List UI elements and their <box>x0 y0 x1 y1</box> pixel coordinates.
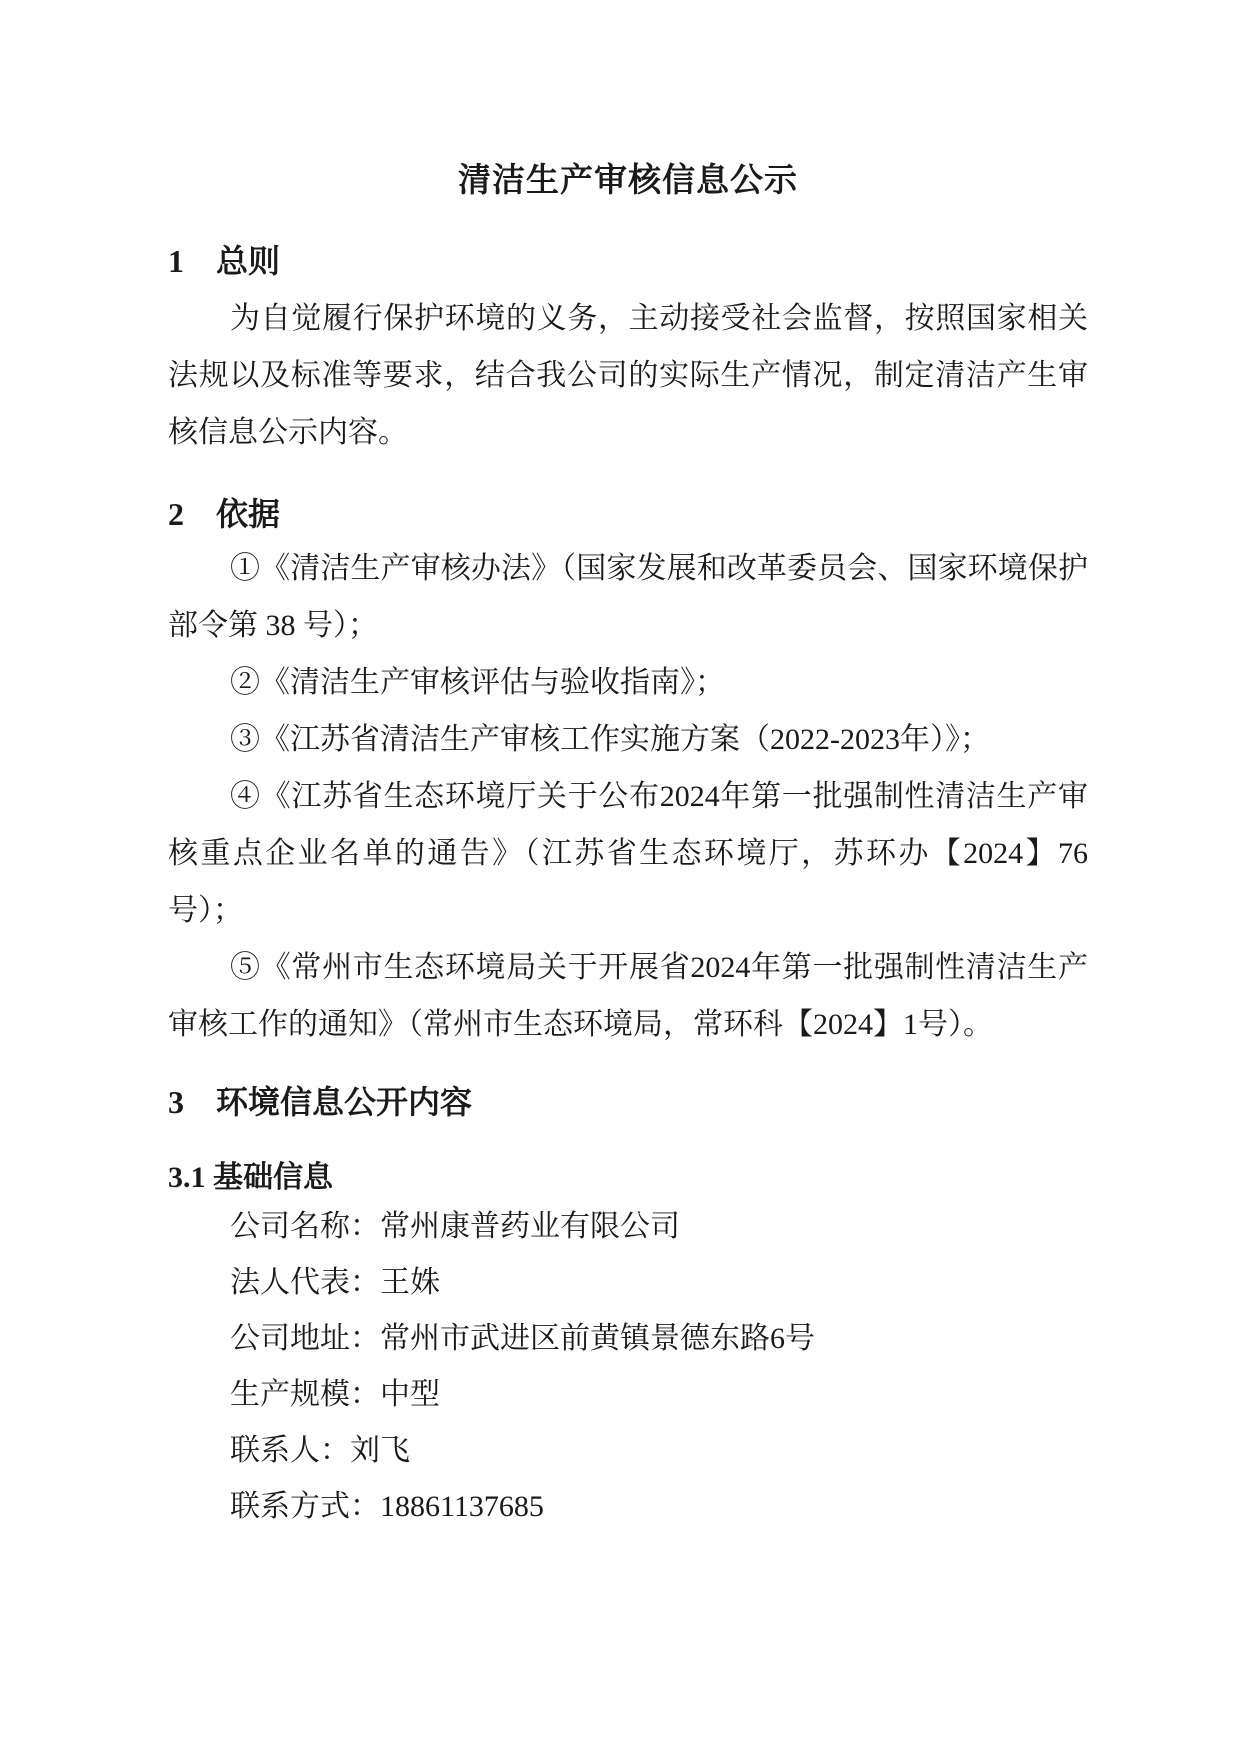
info-line-company-address: 公司地址：常州市武进区前黄镇景德东路6号 <box>230 1322 815 1355</box>
basis-item-2: ②《清洁生产审核评估与验收指南》； <box>230 666 725 699</box>
section-heading-basis: 2 依据 <box>168 496 281 532</box>
document-title: 清洁生产审核信息公示 <box>458 163 798 199</box>
basic-info-list <box>168 1199 1088 1535</box>
basis-item-4: ④《江苏省生态环境厅关于公布2024年第一批强制性清洁生产审核重点企业名单的通告》（江苏省生态环境厅，苏环办【2024】76号）； <box>168 780 1088 927</box>
info-line-contact-phone: 联系方式：18861137685 <box>230 1490 544 1523</box>
general-paragraph: 为自觉履行保护环境的义务，主动接受社会监督，按照国家相关法规以及标准等要求，结合我公司的实际生产情况，制定清洁产生审核信息公示内容。 <box>168 302 1088 449</box>
basis-item-5: ⑤《常州市生态环境局关于开展省2024年第一批强制性清洁生产审核工作的通知》（常州市生态环境局，常环科【2024】1号）。 <box>168 951 1088 1041</box>
info-line-production-scale: 生产规模：中型 <box>230 1378 440 1411</box>
section-heading-disclosure: 3 环境信息公开内容 <box>168 1084 473 1120</box>
basis-item-1: ①《清洁生产审核办法》（国家发展和改革委员会、国家环境保护部令第 38 号）； <box>168 552 1088 642</box>
basis-list <box>168 540 1088 1053</box>
info-line-legal-representative: 法人代表：王姝 <box>230 1266 440 1299</box>
subsection-heading-basic-info: 3.1 基础信息 <box>168 1161 333 1194</box>
info-line-contact-person: 联系人：刘飞 <box>230 1434 410 1467</box>
info-line-company-name: 公司名称：常州康普药业有限公司 <box>230 1210 680 1243</box>
section-heading-general: 1 总则 <box>168 243 281 279</box>
basis-item-3: ③《江苏省清洁生产审核工作实施方案（2022-2023年）》； <box>230 723 990 756</box>
